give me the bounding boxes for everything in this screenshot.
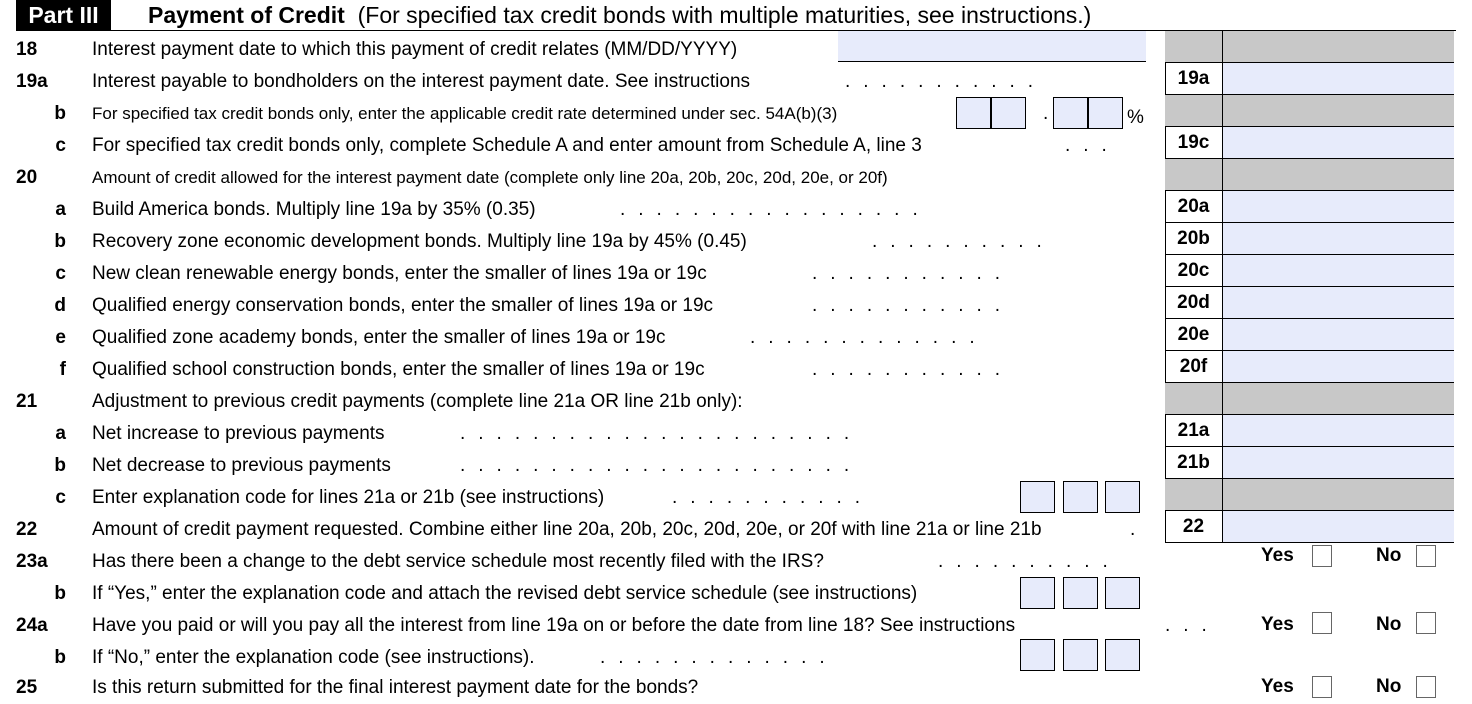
shaded-label-cell [1165, 159, 1223, 191]
no-label-25: No [1376, 676, 1402, 697]
yes-checkbox-23a[interactable] [1312, 545, 1332, 567]
shaded-amount-cell [1223, 159, 1454, 191]
explanation-code-21c-box-1[interactable] [1020, 481, 1055, 513]
line-label-20a: 20a [1165, 191, 1223, 223]
line-label-21b: 21b [1165, 447, 1223, 479]
line-24b: b If “No,” enter the explanation code (see instructions). ............. [54, 647, 838, 668]
shaded-amount-cell [1223, 31, 1454, 63]
explanation-code-23b-box-1[interactable] [1020, 577, 1055, 609]
line-label-20d: 20d [1165, 287, 1223, 319]
line-20b: b Recovery zone economic development bonds. Multiply line 19a by 45% (0.45) .......... [54, 231, 1055, 252]
shaded-label-cell [1165, 95, 1223, 127]
explanation-code-23b-box-3[interactable] [1105, 577, 1140, 609]
yes-label-25: Yes [1261, 676, 1294, 697]
explanation-code-24b-box-2[interactable] [1063, 639, 1098, 671]
line-18: 18 Interest payment date to which this payment of credit relates (MM/DD/YYYY) [16, 39, 738, 60]
line-label-20c: 20c [1165, 255, 1223, 287]
part-label: Part III [16, 0, 111, 30]
line-19b: b For specified tax credit bonds only, enter the applicable credit rate determined under sec. 54A(b)(3) [54, 103, 838, 124]
no-label-24a: No [1376, 614, 1402, 635]
line-24a: 24a Have you paid or will you pay all the interest from line 19a on or before the date from line 18? See instructions ... [16, 615, 1220, 636]
amount-input-20e[interactable] [1223, 319, 1454, 351]
amount-input-21a[interactable] [1223, 415, 1454, 447]
line-20c: c New clean renewable energy bonds, enter the smaller of lines 19a or 19c ........... [55, 263, 1014, 284]
explanation-code-24b-box-3[interactable] [1105, 639, 1140, 671]
amount-input-19c[interactable] [1223, 127, 1454, 159]
amount-input-20d[interactable] [1223, 287, 1454, 319]
shaded-amount-cell [1223, 95, 1454, 127]
amount-input-21b[interactable] [1223, 447, 1454, 479]
line-23a: 23a Has there been a change to the debt service schedule most recently filed with the IRS? .......... [16, 551, 1121, 572]
no-checkbox-24a[interactable] [1416, 612, 1436, 634]
shaded-label-cell [1165, 479, 1223, 511]
line-label-20b: 20b [1165, 223, 1223, 255]
amount-input-20b[interactable] [1223, 223, 1454, 255]
credit-rate-box-1[interactable] [956, 97, 991, 129]
amount-input-19a[interactable] [1223, 63, 1454, 95]
yes-checkbox-24a[interactable] [1312, 612, 1332, 634]
amount-input-20c[interactable] [1223, 255, 1454, 287]
amount-input-22[interactable] [1223, 511, 1454, 543]
amount-input-20a[interactable] [1223, 191, 1454, 223]
line-19a: 19a Interest payable to bondholders on the interest payment date. See instructions ........... [16, 71, 1047, 92]
yes-label-23a: Yes [1261, 545, 1294, 566]
line-22: 22 Amount of credit payment requested. Combine either line 20a, 20b, 20c, 20d, 20e, or 20f with line 21a or line 21b . [16, 519, 1149, 540]
line-23b: b If “Yes,” enter the explanation code and attach the revised debt service schedule (see instructions) [54, 583, 918, 604]
credit-rate-box-3[interactable] [1053, 97, 1088, 129]
yes-checkbox-25[interactable] [1312, 676, 1332, 698]
decimal-point: . [1043, 103, 1049, 124]
part-title: Payment of Credit (For specified tax credit bonds with multiple maturities, see instructions.) [148, 2, 1092, 28]
explanation-code-24b-box-1[interactable] [1020, 639, 1055, 671]
shaded-amount-cell [1223, 479, 1454, 511]
line-20f: f Qualified school construction bonds, enter the smaller of lines 19a or 19c ........... [59, 359, 1014, 380]
line-21: 21 Adjustment to previous credit payments (complete line 21a OR line 21b only): [16, 391, 743, 412]
line-20: 20 Amount of credit allowed for the interest payment date (complete only line 20a, 20b, 20c, 20d, 20e, or 20f) [16, 167, 888, 188]
line-label-20f: 20f [1165, 351, 1223, 383]
shaded-label-cell [1165, 31, 1223, 63]
amount-input-20f[interactable] [1223, 351, 1454, 383]
line-label-19a: 19a [1165, 63, 1223, 95]
explanation-code-23b-box-2[interactable] [1063, 577, 1098, 609]
line-21b: b Net decrease to previous payments ...................... [54, 455, 863, 476]
yes-label-24a: Yes [1261, 614, 1294, 635]
line-label-22: 22 [1165, 511, 1223, 543]
line-21a: a Net increase to previous payments ...................... [55, 423, 863, 444]
explanation-code-21c-box-3[interactable] [1105, 481, 1140, 513]
line-20a: a Build America bonds. Multiply line 19a by 35% (0.35) ................. [55, 199, 931, 220]
no-label-23a: No [1376, 545, 1402, 566]
line-label-21a: 21a [1165, 415, 1223, 447]
line-20d: d Qualified energy conservation bonds, enter the smaller of lines 19a or 19c ........... [54, 295, 1014, 316]
shaded-label-cell [1165, 383, 1223, 415]
explanation-code-21c-box-2[interactable] [1063, 481, 1098, 513]
percent-sign: % [1127, 107, 1144, 128]
line-label-20e: 20e [1165, 319, 1223, 351]
line-25: 25 Is this return submitted for the final interest payment date for the bonds? [16, 677, 699, 698]
line-label-19c: 19c [1165, 127, 1223, 159]
credit-rate-box-2[interactable] [991, 97, 1026, 129]
shaded-amount-cell [1223, 383, 1454, 415]
line-20e: e Qualified zone academy bonds, enter the smaller of lines 19a or 19c ............. [55, 327, 988, 348]
no-checkbox-23a[interactable] [1416, 545, 1436, 567]
interest-payment-date-input[interactable] [838, 31, 1146, 62]
no-checkbox-25[interactable] [1416, 676, 1436, 698]
credit-rate-box-4[interactable] [1088, 97, 1123, 129]
line-19c: c For specified tax credit bonds only, complete Schedule A and enter amount from Schedule A, line 3 ... [55, 135, 1120, 156]
line-21c: c Enter explanation code for lines 21a or 21b (see instructions) ........... [55, 487, 874, 508]
